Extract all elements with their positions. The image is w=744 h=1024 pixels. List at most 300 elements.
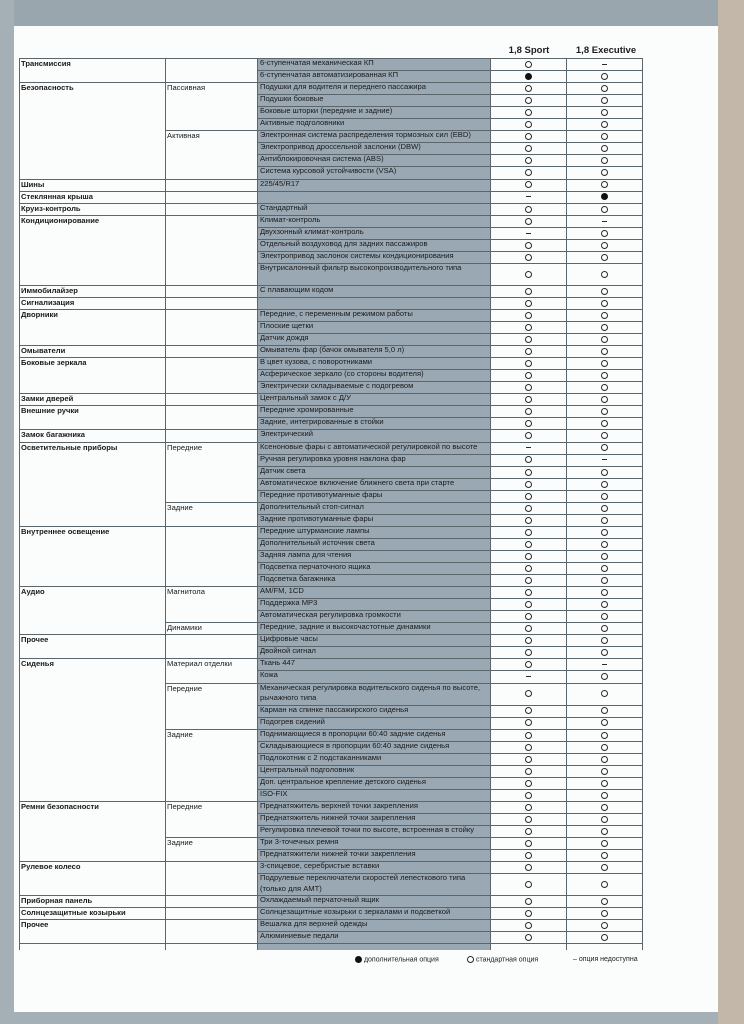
table-row (19, 550, 643, 562)
standard-option-icon (525, 133, 532, 140)
standard-option-icon (525, 505, 532, 512)
standard-option-icon (601, 529, 608, 536)
standard-option-icon (601, 420, 608, 427)
table-row (19, 333, 643, 345)
standard-option-icon (601, 481, 608, 488)
feature-label: Поднимающиеся в пропорции 60:40 задние сиденья (260, 728, 446, 738)
table-row (19, 94, 643, 106)
standard-option-icon (601, 505, 608, 512)
standard-option-icon (525, 577, 532, 584)
standard-option-icon (525, 493, 532, 500)
category-label: Дворники (21, 309, 58, 319)
standard-option-icon (525, 910, 532, 917)
feature-label: Центральный замок с Д/У (260, 393, 351, 403)
executive-availability (567, 910, 642, 917)
standard-option-icon (601, 169, 608, 176)
executive-availability (567, 205, 642, 212)
standard-option-icon (525, 469, 532, 476)
standard-option-icon (525, 109, 532, 116)
executive-availability (567, 311, 642, 318)
standard-option-icon (601, 85, 608, 92)
standard-option-icon (601, 852, 608, 859)
executive-availability (567, 253, 642, 260)
feature-label: Алюминиевые педали (260, 931, 339, 941)
sport-availability (491, 815, 566, 822)
table-row (19, 622, 643, 634)
subcategory-label: Материал отделки (167, 659, 232, 669)
feature-label: Система курсовой устойчивости (VSA) (260, 166, 397, 176)
table-row (19, 215, 643, 227)
sport-availability (491, 934, 566, 941)
sport-availability (491, 719, 566, 726)
executive-availability (567, 803, 642, 810)
table-row (19, 598, 643, 610)
table-row (19, 895, 643, 907)
subcategory-label: Динамики (167, 623, 202, 633)
standard-option-icon (525, 804, 532, 811)
category-label: Прочее (21, 920, 49, 930)
feature-label: Передние, задние и высокочастотные динамики (260, 622, 431, 632)
executive-availability (567, 613, 642, 620)
subcategory-label: Активная (167, 131, 200, 141)
standard-option-icon (525, 206, 532, 213)
category-label: Солнцезащитные козырьки (21, 908, 126, 918)
standard-option-icon (525, 372, 532, 379)
executive-availability (567, 360, 642, 367)
executive-availability (567, 637, 642, 644)
table-row (19, 729, 643, 741)
executive-availability (567, 217, 642, 224)
feature-label: Подогрев сидений (260, 716, 325, 726)
table-row (19, 442, 643, 454)
standard-option-icon (525, 690, 532, 697)
feature-label: Антиблокировочная система (ABS) (260, 154, 384, 164)
table-row (19, 490, 643, 502)
table-row (19, 429, 643, 441)
standard-option-icon (525, 565, 532, 572)
feature-label: С плавающим кодом (260, 284, 334, 294)
feature-label: В цвет кузова, с поворотниками (260, 357, 373, 367)
standard-option-icon (525, 324, 532, 331)
standard-option-icon (525, 288, 532, 295)
table-row (19, 191, 643, 203)
sport-availability (491, 791, 566, 798)
executive-availability (567, 241, 642, 248)
table-row (19, 801, 643, 813)
table-row (19, 142, 643, 154)
sport-availability (491, 898, 566, 905)
category-label: Безопасность (21, 83, 74, 93)
sport-availability (491, 193, 566, 200)
category-label: Внешние ручки (21, 406, 79, 416)
table-row (19, 562, 643, 574)
table-row (19, 345, 643, 357)
table-row (19, 526, 643, 538)
standard-option-icon (601, 565, 608, 572)
executive-availability (567, 767, 642, 774)
category-label: Кондиционирование (21, 215, 100, 225)
unavailable-icon (526, 676, 531, 677)
standard-option-icon (601, 324, 608, 331)
sport-availability (491, 673, 566, 680)
feature-label: Омыватель фар (бачок омывателя 5,0 л) (260, 345, 405, 355)
standard-option-icon (525, 456, 532, 463)
category-label: Осветительные приборы (21, 442, 118, 452)
standard-option-icon (525, 145, 532, 152)
unavailable-icon (526, 447, 531, 448)
standard-option-icon (601, 541, 608, 548)
sport-availability (491, 384, 566, 391)
feature-label: Подрулевые переключатели скоростей лепесткового типа (только для АМТ) (260, 873, 466, 893)
standard-option-icon (601, 408, 608, 415)
standard-option-icon (601, 271, 608, 278)
standard-option-icon (525, 157, 532, 164)
sport-availability (491, 456, 566, 463)
standard-option-icon (601, 230, 608, 237)
category-label: Сиденья (21, 659, 54, 669)
standard-option-icon (525, 408, 532, 415)
standard-option-icon (525, 121, 532, 128)
table-row (19, 683, 643, 705)
standard-option-icon (601, 360, 608, 367)
category-label: Шины (21, 179, 45, 189)
sport-availability (491, 922, 566, 929)
feature-label: Кожа (260, 670, 278, 680)
executive-availability (567, 492, 642, 499)
sport-availability (491, 169, 566, 176)
sport-availability (491, 492, 566, 499)
standard-option-icon (525, 169, 532, 176)
standard-option-icon (601, 432, 608, 439)
table-row (19, 285, 643, 297)
standard-option-icon (525, 732, 532, 739)
category-label: Омыватели (21, 346, 66, 356)
subcategory-label: Задние (167, 729, 193, 739)
standard-option-icon (525, 242, 532, 249)
sport-availability (491, 420, 566, 427)
section-title: КОМПЛЕКТАЦИЯ (532, 13, 646, 24)
table-row (19, 586, 643, 598)
executive-availability (567, 468, 642, 475)
category-label: Прочее (21, 635, 49, 645)
sport-availability (491, 516, 566, 523)
table-row (19, 825, 643, 837)
standard-option-icon (525, 181, 532, 188)
sport-availability (491, 468, 566, 475)
table-row (19, 166, 643, 178)
standard-option-icon (601, 864, 608, 871)
sport-availability (491, 205, 566, 212)
feature-label: Преднатяжитель нижней точки закрепления (260, 812, 416, 822)
sport-availability (491, 504, 566, 511)
executive-availability (567, 85, 642, 92)
standard-option-icon (601, 517, 608, 524)
standard-option-icon (601, 133, 608, 140)
executive-availability (567, 690, 642, 697)
feature-label: Двойной сигнал (260, 646, 316, 656)
sport-availability (491, 133, 566, 140)
executive-availability (567, 299, 642, 306)
executive-availability (567, 922, 642, 929)
sport-availability (491, 755, 566, 762)
standard-option-icon (601, 816, 608, 823)
executive-availability (567, 719, 642, 726)
feature-label: Поддержка MP3 (260, 598, 318, 608)
table-row (19, 813, 643, 825)
standard-option-icon (525, 360, 532, 367)
standard-option-icon (525, 780, 532, 787)
executive-availability (567, 661, 642, 668)
standard-option-icon (601, 300, 608, 307)
sport-availability (491, 779, 566, 786)
feature-label: Датчик дождя (260, 333, 309, 343)
executive-availability (567, 270, 642, 277)
feature-label: Три 3-точечных ремня (260, 837, 339, 847)
standard-option-icon (601, 254, 608, 261)
sport-availability (491, 287, 566, 294)
sport-availability (491, 270, 566, 277)
table-row (19, 239, 643, 251)
standard-option-icon (525, 420, 532, 427)
standard-option-icon (525, 312, 532, 319)
table-row (19, 297, 643, 309)
standard-option-icon (525, 271, 532, 278)
feature-label: Преднатяжитель верхней точки закрепления (260, 800, 418, 810)
standard-option-icon (525, 541, 532, 548)
sport-availability (491, 840, 566, 847)
executive-availability (567, 420, 642, 427)
standard-option-icon (601, 804, 608, 811)
table-row (19, 861, 643, 873)
executive-availability (567, 73, 642, 80)
standard-option-icon (601, 922, 608, 929)
unavailable-icon (602, 64, 607, 65)
additional-option-icon (601, 193, 608, 200)
executive-availability (567, 779, 642, 786)
sport-availability (491, 229, 566, 236)
standard-option-icon (525, 661, 532, 668)
feature-label: Подсветка перчаточного ящика (260, 562, 371, 571)
standard-option-icon (601, 910, 608, 917)
category-label: Стеклянная крыша (21, 191, 93, 201)
legend (355, 956, 655, 968)
table-row (19, 478, 643, 490)
unavailable-icon (602, 459, 607, 460)
table-row (19, 717, 643, 729)
executive-availability (567, 157, 642, 164)
sport-availability (491, 881, 566, 888)
standard-option-icon (525, 481, 532, 488)
table-row (19, 777, 643, 789)
feature-label: ISO-FIX (260, 788, 288, 798)
table-row (19, 154, 643, 166)
legend-optional: дополнительная опция (355, 956, 439, 963)
table-row (19, 849, 643, 861)
feature-label: Электронная система распределения тормозных сил (EBD) (260, 130, 471, 140)
subcategory-label: Магнитола (167, 587, 205, 597)
table-row (19, 907, 643, 919)
table-row (19, 837, 643, 849)
standard-option-icon (525, 625, 532, 632)
feature-label: Стандартный (260, 202, 308, 212)
sport-availability (491, 707, 566, 714)
sport-availability (491, 625, 566, 632)
table-row (19, 357, 643, 369)
executive-availability (567, 229, 642, 236)
standard-option-icon (525, 61, 532, 68)
standard-option-icon (601, 553, 608, 560)
executive-availability (567, 444, 642, 451)
feature-label: Передние штурманские лампы (260, 525, 370, 535)
executive-availability (567, 348, 642, 355)
standard-option-icon (601, 288, 608, 295)
standard-option-icon (525, 254, 532, 261)
standard-option-icon (601, 372, 608, 379)
executive-availability (567, 755, 642, 762)
sport-availability (491, 828, 566, 835)
feature-label: Плоские щетки (260, 321, 314, 330)
feature-label: Внутрисалонный фильтр высокопроизводительного типа (260, 262, 462, 272)
table-row (19, 179, 643, 191)
feature-label: Асферическое зеркало (со стороны водителя) (260, 369, 424, 379)
table-row (19, 705, 643, 717)
sport-availability (491, 253, 566, 260)
sport-availability (491, 552, 566, 559)
standard-option-icon (525, 384, 532, 391)
equipment-table (19, 58, 643, 950)
standard-option-icon (525, 828, 532, 835)
standard-option-icon (601, 756, 608, 763)
feature-label: Электропривод заслонок системы кондиционирования (260, 250, 454, 260)
sport-availability (491, 324, 566, 331)
sport-availability (491, 73, 566, 80)
sport-availability (491, 565, 566, 572)
additional-option-icon (525, 73, 532, 80)
standard-option-icon (601, 840, 608, 847)
sport-availability (491, 690, 566, 697)
standard-option-icon (601, 396, 608, 403)
standard-option-icon (601, 792, 608, 799)
sport-availability (491, 601, 566, 608)
feature-label: Электрически складываемые с подогревом (260, 381, 414, 391)
unavailable-icon (526, 196, 531, 197)
standard-option-icon (525, 719, 532, 726)
category-label: Аудио (21, 587, 45, 597)
table-row (19, 931, 643, 943)
sport-availability (491, 432, 566, 439)
table-row (19, 610, 643, 622)
subcategory-label: Задние (167, 502, 193, 512)
table-row (19, 514, 643, 526)
sport-availability (491, 661, 566, 668)
standard-option-icon (525, 336, 532, 343)
table-row (19, 454, 643, 466)
standard-option-icon (525, 553, 532, 560)
standard-option-icon (525, 432, 532, 439)
feature-label: Электрический (260, 429, 313, 439)
feature-label: Солнцезащитные козырьки с зеркалами и подсветкой (260, 907, 451, 917)
feature-label: Доп. центральное крепление детского сиденья (260, 776, 426, 786)
executive-availability (567, 898, 642, 905)
page-edge (718, 0, 744, 1024)
table-row (19, 251, 643, 263)
subcategory-label: Задние (167, 838, 193, 848)
sport-availability (491, 408, 566, 415)
executive-availability (567, 540, 642, 547)
standard-option-icon (601, 384, 608, 391)
executive-availability (567, 396, 642, 403)
table-row (19, 789, 643, 801)
feature-label: Охлаждаемый перчаточный ящик (260, 895, 379, 905)
executive-availability (567, 145, 642, 152)
executive-availability (567, 577, 642, 584)
standard-option-icon (525, 707, 532, 714)
sport-availability (491, 480, 566, 487)
standard-option-icon (601, 109, 608, 116)
executive-availability (567, 934, 642, 941)
table-row (19, 753, 643, 765)
standard-option-icon (601, 493, 608, 500)
feature-label: Регулировка плечевой точки по высоте, встроенная в стойку (260, 825, 475, 834)
feature-label: Подушки для водителя и переднего пассажира (260, 82, 426, 92)
category-label: Внутреннее освещение (21, 526, 110, 536)
subcategory-label: Пассивная (167, 83, 206, 93)
standard-option-icon (525, 744, 532, 751)
table-row (19, 321, 643, 333)
sport-availability (491, 157, 566, 164)
standard-option-icon (601, 881, 608, 888)
feature-label: Отдельный воздуховод для задних пассажиров (260, 238, 428, 248)
open-dot-icon (467, 956, 474, 963)
standard-option-icon (601, 780, 608, 787)
standard-option-icon (525, 881, 532, 888)
standard-option-icon (601, 613, 608, 620)
executive-availability (567, 504, 642, 511)
standard-option-icon (601, 625, 608, 632)
sport-availability (491, 217, 566, 224)
table-row (19, 670, 643, 682)
feature-label: Ксеноновые фары с автоматической регулировкой по высоте (260, 441, 478, 451)
standard-option-icon (525, 589, 532, 596)
table-row (19, 227, 643, 239)
sport-availability (491, 444, 566, 451)
executive-availability (567, 864, 642, 871)
sport-availability (491, 145, 566, 152)
feature-label: Преднатяжители нижней точки закрепления (260, 849, 416, 859)
executive-availability (567, 97, 642, 104)
table-row (19, 393, 643, 405)
executive-availability (567, 516, 642, 523)
executive-availability (567, 287, 642, 294)
feature-label: Подушки боковые (260, 94, 324, 104)
category-label: Замки дверей (21, 394, 74, 404)
category-label: Боковые зеркала (21, 358, 87, 368)
sport-availability (491, 61, 566, 68)
feature-label: Передние противотуманные фары (260, 489, 383, 499)
table-row (19, 658, 643, 670)
category-label: Трансмиссия (21, 59, 71, 68)
sport-availability (491, 109, 566, 116)
table-row (19, 369, 643, 381)
table-row (19, 203, 643, 215)
standard-option-icon (525, 898, 532, 905)
table-row (19, 106, 643, 118)
legend-unavailable: – опция недоступна (573, 956, 638, 963)
sport-availability (491, 85, 566, 92)
sport-availability (491, 613, 566, 620)
feature-label: 6-ступенчатая механическая КП (260, 58, 374, 67)
feature-label: Двухзонный климат-контроль (260, 226, 364, 236)
